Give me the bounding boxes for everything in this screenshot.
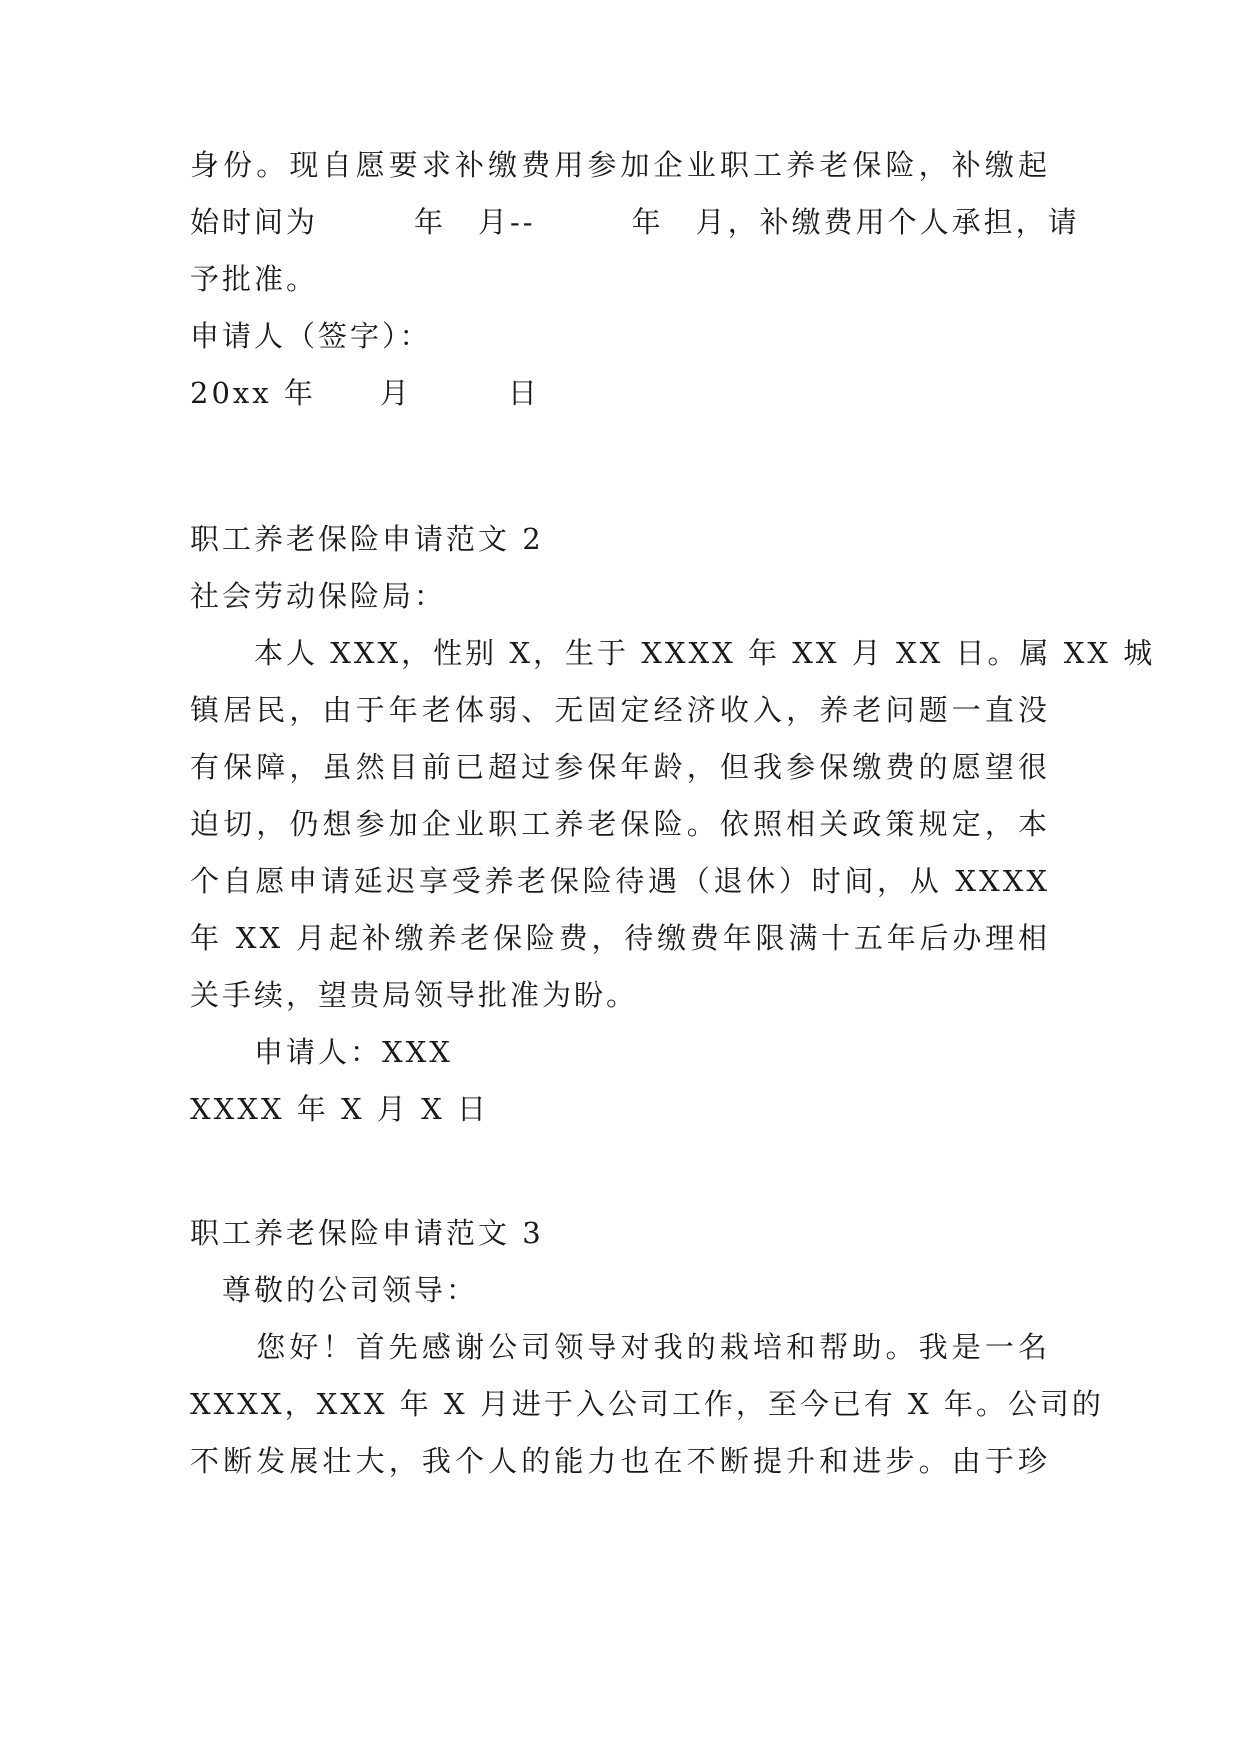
salutation: 社会劳动保险局： xyxy=(190,579,447,613)
paragraph-line: 个自愿申请延迟享受养老保险待遇（退休）时间，从 XXXX xyxy=(190,864,1050,898)
signature-line: 申请人：XXX xyxy=(190,1035,453,1069)
paragraph-line: 不断发展壮大，我个人的能力也在不断提升和进步。由于珍 xyxy=(190,1444,1050,1478)
paragraph-line: 本人 XXX，性别 X，生于 XXXX 年 XX 月 XX 日。属 XX 城 xyxy=(190,636,1156,670)
paragraph-line: 迫切，仍想参加企业职工养老保险。依照相关政策规定，本 xyxy=(190,807,1050,841)
date-line: XXXX 年 X 月 X 日 xyxy=(190,1092,489,1126)
paragraph-line: 镇居民，由于年老体弱、无固定经济收入，养老问题一直没 xyxy=(190,693,1050,727)
section-title: 职工养老保险申请范文 2 xyxy=(190,522,544,556)
section-title: 职工养老保险申请范文 3 xyxy=(190,1216,544,1250)
paragraph-line: 身份。现自愿要求补缴费用参加企业职工养老保险，补缴起 xyxy=(190,148,1050,182)
salutation: 尊敬的公司领导： xyxy=(190,1273,479,1307)
paragraph-line: 有保障，虽然目前已超过参保年龄，但我参保缴费的愿望很 xyxy=(190,750,1050,784)
date-line: 20xx 年 月 日 xyxy=(190,376,540,410)
paragraph-line: 予批准。 xyxy=(190,262,319,296)
paragraph-line: 年 XX 月起补缴养老保险费，待缴费年限满十五年后办理相 xyxy=(190,921,1050,955)
paragraph-line: 始时间为 年 月-- 年 月，补缴费用个人承担，请 xyxy=(190,205,1080,239)
paragraph-line: 关手续，望贵局领导批准为盼。 xyxy=(190,978,639,1012)
signature-line: 申请人（签字）： xyxy=(190,319,432,353)
paragraph-line: XXXX，XXX 年 X 月进于入公司工作，至今已有 X 年。公司的 xyxy=(190,1387,1104,1421)
paragraph-line: 您好！首先感谢公司领导对我的栽培和帮助。我是一名 xyxy=(190,1330,1050,1364)
